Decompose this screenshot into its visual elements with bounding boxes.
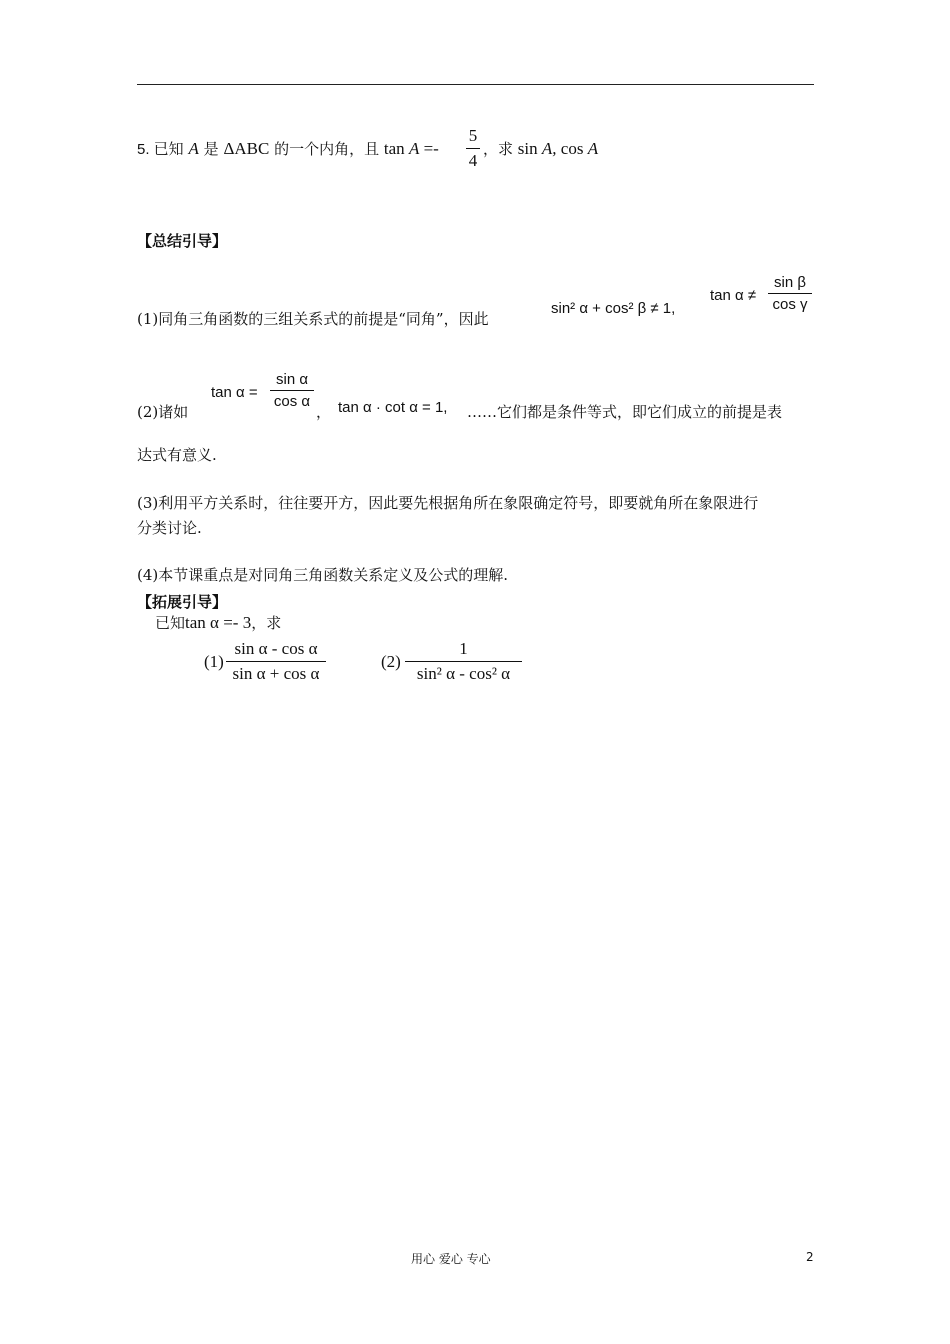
summary-item-2-continued: 达式有意义.: [137, 446, 217, 464]
summary-item-4: (4)本节课重点是对同角三角函数关系定义及公式的理解.: [137, 566, 509, 584]
fraction-numerator: 1: [459, 639, 468, 658]
text-find: ，求: [251, 614, 282, 632]
footer-slogan: 用心 爱心 专心: [411, 1252, 491, 1266]
fraction-denominator: 4: [468, 151, 478, 170]
question-1-fraction: [226, 639, 326, 684]
summary-item-2-text: ……它们都是条件等式，即它们成立的前提是表: [467, 403, 783, 421]
given-expression: tan α =- 3: [185, 613, 252, 632]
fraction-denominator: sin α + cos α: [232, 664, 320, 683]
summary-item-2-lhs: tan α =: [211, 384, 258, 401]
text-given: 已知: [155, 614, 186, 632]
triangle-abc: ΔABC: [223, 139, 270, 158]
fraction-denominator: cos α: [273, 393, 311, 410]
page-number: 2: [806, 1250, 814, 1264]
fraction-5-over-4: [466, 126, 480, 171]
question-2-label: (2): [381, 652, 401, 671]
fraction-denominator: cos γ: [772, 296, 808, 313]
summary-item-1-lhs: tan α ≠: [710, 287, 757, 304]
summary-item-2-prefix: (2)诸如: [137, 403, 189, 421]
header-rule: [137, 84, 814, 85]
summary-item-1-expr: sin² α + cos² β ≠ 1,: [551, 300, 676, 317]
question-2-fraction: [405, 639, 522, 684]
problem-5-ask: [483, 140, 598, 158]
var-a: A: [188, 139, 199, 158]
extension-given: [155, 614, 281, 632]
text-shi: 是: [203, 140, 219, 158]
problem-5-prefix: 5. 已知: [137, 141, 184, 158]
text-inner-angle: 的一个内角，且: [274, 140, 380, 158]
fraction-numerator: sin β: [774, 274, 806, 291]
summary-item-3-line-1: (3)利用平方关系时，往往要开方，因此要先根据角所在象限确定符号，即要就角所在象限进行: [137, 494, 759, 512]
summary-item-2-expr: tan α · cot α = 1,: [338, 399, 448, 416]
fraction-sin-over-cos: [270, 371, 314, 410]
fraction-numerator: 5: [468, 126, 478, 145]
extension-heading: 【拓展引导】: [137, 593, 228, 611]
summary-item-2-comma: ，: [316, 403, 332, 421]
fraction-numerator: sin α: [275, 371, 308, 388]
summary-item-3-line-2: 分类讨论.: [137, 519, 202, 537]
question-1-label: (1): [204, 652, 224, 671]
fraction-sin-beta-over-cos-gamma: [768, 274, 812, 313]
problem-5: [137, 140, 439, 159]
sin-cos-expr: sin A, cos A: [517, 139, 599, 158]
fraction-numerator: sin α - cos α: [234, 639, 318, 658]
summary-heading: 【总结引导】: [137, 232, 228, 250]
text-qiu: ，求: [483, 140, 514, 158]
fraction-denominator: sin² α - cos² α: [416, 664, 511, 683]
summary-item-1-text: (1)同角三角函数的三组关系式的前提是“同角”，因此: [137, 310, 489, 328]
tan-expr: tan A =-: [383, 139, 439, 158]
